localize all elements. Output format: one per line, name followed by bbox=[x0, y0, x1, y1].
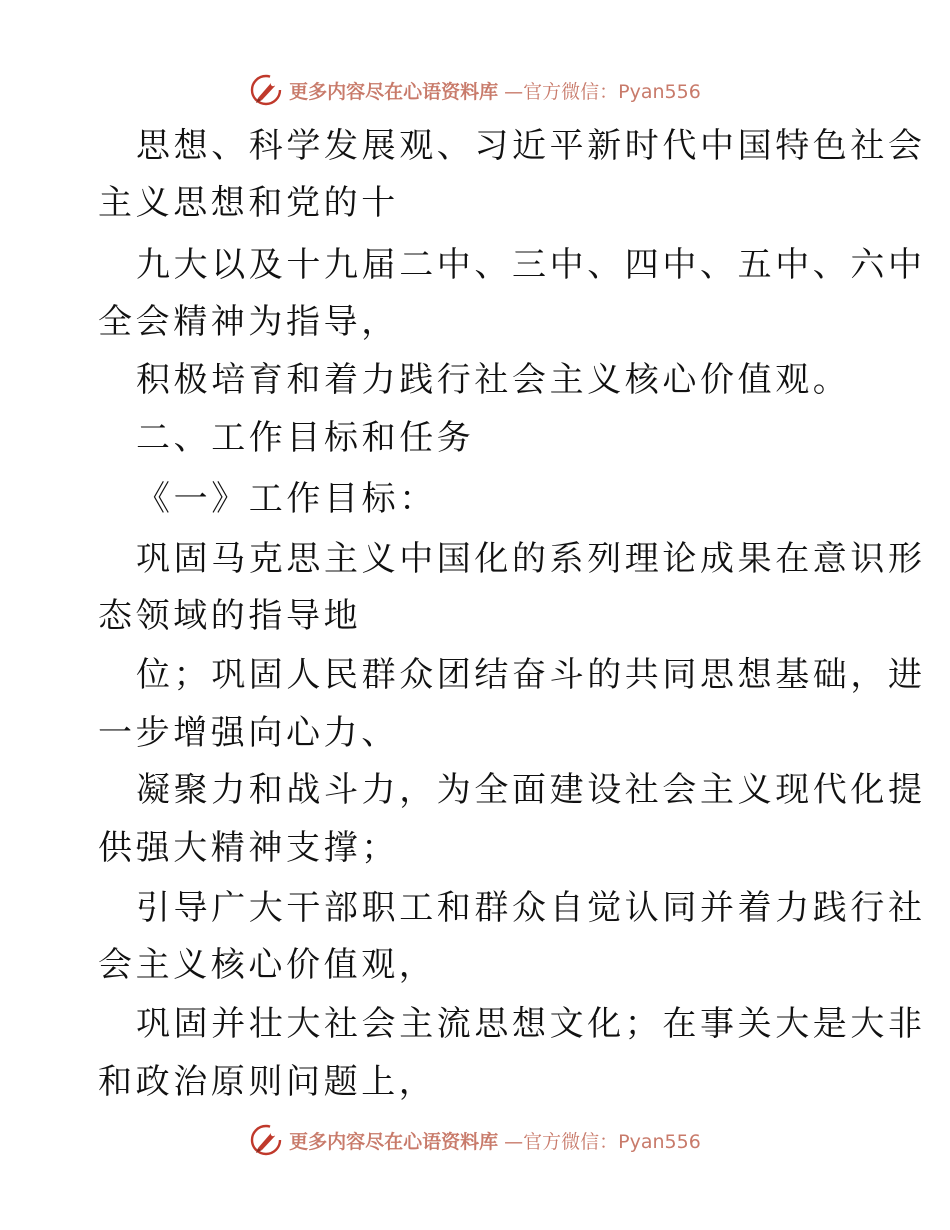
body-line: 供强大精神支撑； bbox=[98, 828, 399, 868]
body-line: 会主义核心价值观， bbox=[98, 945, 437, 985]
body-line: 凝聚力和战斗力，为全面建设社会主义现代化提 bbox=[136, 770, 926, 810]
header-brand-text: 更多内容尽在心语资料库 bbox=[289, 80, 499, 103]
footer-contact-text: —官方微信：Pyan556 bbox=[504, 1130, 701, 1153]
body-line: 引导广大干部职工和群众自觉认同并着力践行社 bbox=[136, 888, 926, 928]
body-line: 全会精神为指导， bbox=[98, 302, 399, 342]
subsection-heading: 《一》工作目标： bbox=[136, 479, 437, 519]
footer-brand-text: 更多内容尽在心语资料库 bbox=[289, 1130, 499, 1153]
pen-logo-icon bbox=[249, 73, 283, 107]
body-line: 思想、科学发展观、习近平新时代中国特色社会 bbox=[136, 126, 926, 166]
header-contact-text: —官方微信：Pyan556 bbox=[504, 80, 701, 103]
section-heading: 二、工作目标和任务 bbox=[136, 418, 475, 458]
pen-logo-icon bbox=[249, 1123, 283, 1157]
header-watermark bbox=[0, 70, 950, 110]
body-line: 位；巩固人民群众团结奋斗的共同思想基础，进 bbox=[136, 655, 926, 695]
body-line: 积极培育和着力践行社会主义核心价值观。 bbox=[136, 360, 851, 400]
body-line: 巩固并壮大社会主流思想文化；在事关大是大非 bbox=[136, 1004, 926, 1044]
body-line: 九大以及十九届二中、三中、四中、五中、六中 bbox=[136, 245, 926, 285]
footer-watermark bbox=[0, 1120, 950, 1160]
body-line: 主义思想和党的十 bbox=[98, 183, 399, 223]
body-line: 一步增强向心力、 bbox=[98, 713, 399, 753]
body-line: 和政治原则问题上， bbox=[98, 1062, 437, 1102]
body-line: 态领域的指导地 bbox=[98, 596, 362, 636]
body-line: 巩固马克思主义中国化的系列理论成果在意识形 bbox=[136, 539, 926, 579]
